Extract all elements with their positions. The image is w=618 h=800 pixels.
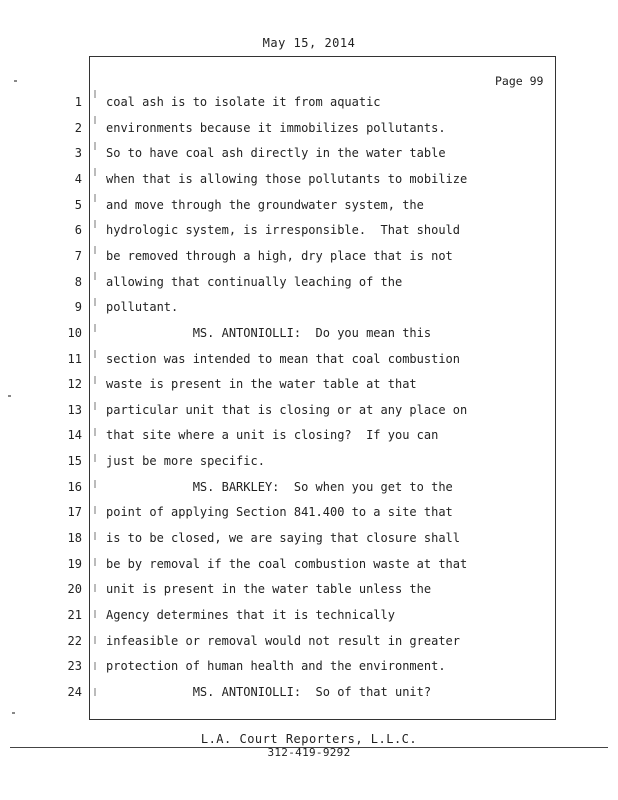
line-number: 5	[74, 197, 82, 212]
scan-speck	[12, 712, 15, 714]
line-number: 18	[67, 531, 82, 546]
line-number: 4	[74, 171, 82, 186]
line-number: 11	[67, 351, 82, 366]
line-number: 3	[74, 146, 82, 161]
line-text: So to have coal ash directly in the water table	[106, 146, 446, 161]
line-text: environments because it immobilizes pollutants.	[106, 120, 446, 135]
line-number: 21	[67, 608, 82, 622]
line-text: that site where a unit is closing? If you can	[106, 428, 439, 443]
line-number: 16	[67, 479, 82, 494]
line-number: 14	[67, 428, 82, 443]
line-text: particular unit that is closing or at any place on	[106, 402, 468, 417]
line-number: 8	[74, 274, 82, 289]
line-text: allowing that continually leaching of the	[106, 274, 403, 289]
line-number: 7	[74, 248, 82, 263]
footer-phone: 312-419-9292	[267, 746, 351, 759]
line-text: and move through the groundwater system, the	[106, 197, 424, 212]
line-number: 10	[67, 325, 82, 340]
line-text: unit is present in the water table unless the	[106, 582, 432, 597]
line-text: just be more specific.	[106, 454, 265, 469]
line-text: MS. ANTONIOLLI: Do you mean this	[106, 325, 432, 340]
line-text: be by removal if the coal combustion waste at that	[106, 556, 468, 571]
line-number: 1	[74, 95, 82, 109]
line-text: MS. BARKLEY: So when you get to the	[106, 479, 453, 494]
line-number: 23	[67, 659, 82, 674]
line-text: when that is allowing those pollutants to mobilize	[106, 171, 468, 186]
line-number: 12	[67, 377, 82, 392]
line-text: hydrologic system, is irresponsible. That should	[106, 223, 461, 238]
line-number: 22	[67, 633, 82, 648]
line-text: infeasible or removal would not result in greater	[106, 633, 461, 648]
line-number: 17	[67, 505, 82, 520]
line-number: 15	[67, 454, 82, 469]
line-number: 20	[67, 582, 82, 597]
line-text: section was intended to mean that coal combustion	[106, 351, 461, 366]
scan-speck	[8, 395, 11, 397]
header-date: May 15, 2014	[262, 36, 356, 50]
line-text: waste is present in the water table at that	[106, 377, 417, 392]
line-number: 13	[67, 402, 82, 417]
line-number: 2	[74, 120, 82, 135]
line-number: 19	[67, 556, 82, 571]
line-text: MS. ANTONIOLLI: So of that unit?	[106, 684, 432, 699]
line-text: be removed through a high, dry place that is not	[106, 248, 453, 263]
line-number: 6	[74, 223, 82, 238]
line-number: 24	[67, 684, 82, 699]
page-number: Page 99	[495, 74, 544, 88]
line-text: is to be closed, we are saying that closure shall	[106, 531, 461, 546]
line-number: 9	[74, 300, 82, 315]
line-text: coal ash is to isolate it from aquatic	[106, 95, 381, 109]
scan-speck	[14, 80, 17, 82]
line-text: pollutant.	[106, 300, 179, 315]
line-text: Agency determines that it is technically	[106, 608, 395, 622]
margin-bar	[94, 90, 96, 710]
line-text: protection of human health and the environment.	[106, 659, 446, 674]
line-text: point of applying Section 841.400 to a site that	[106, 505, 453, 520]
footer-company: L.A. Court Reporters, L.L.C.	[200, 732, 418, 746]
